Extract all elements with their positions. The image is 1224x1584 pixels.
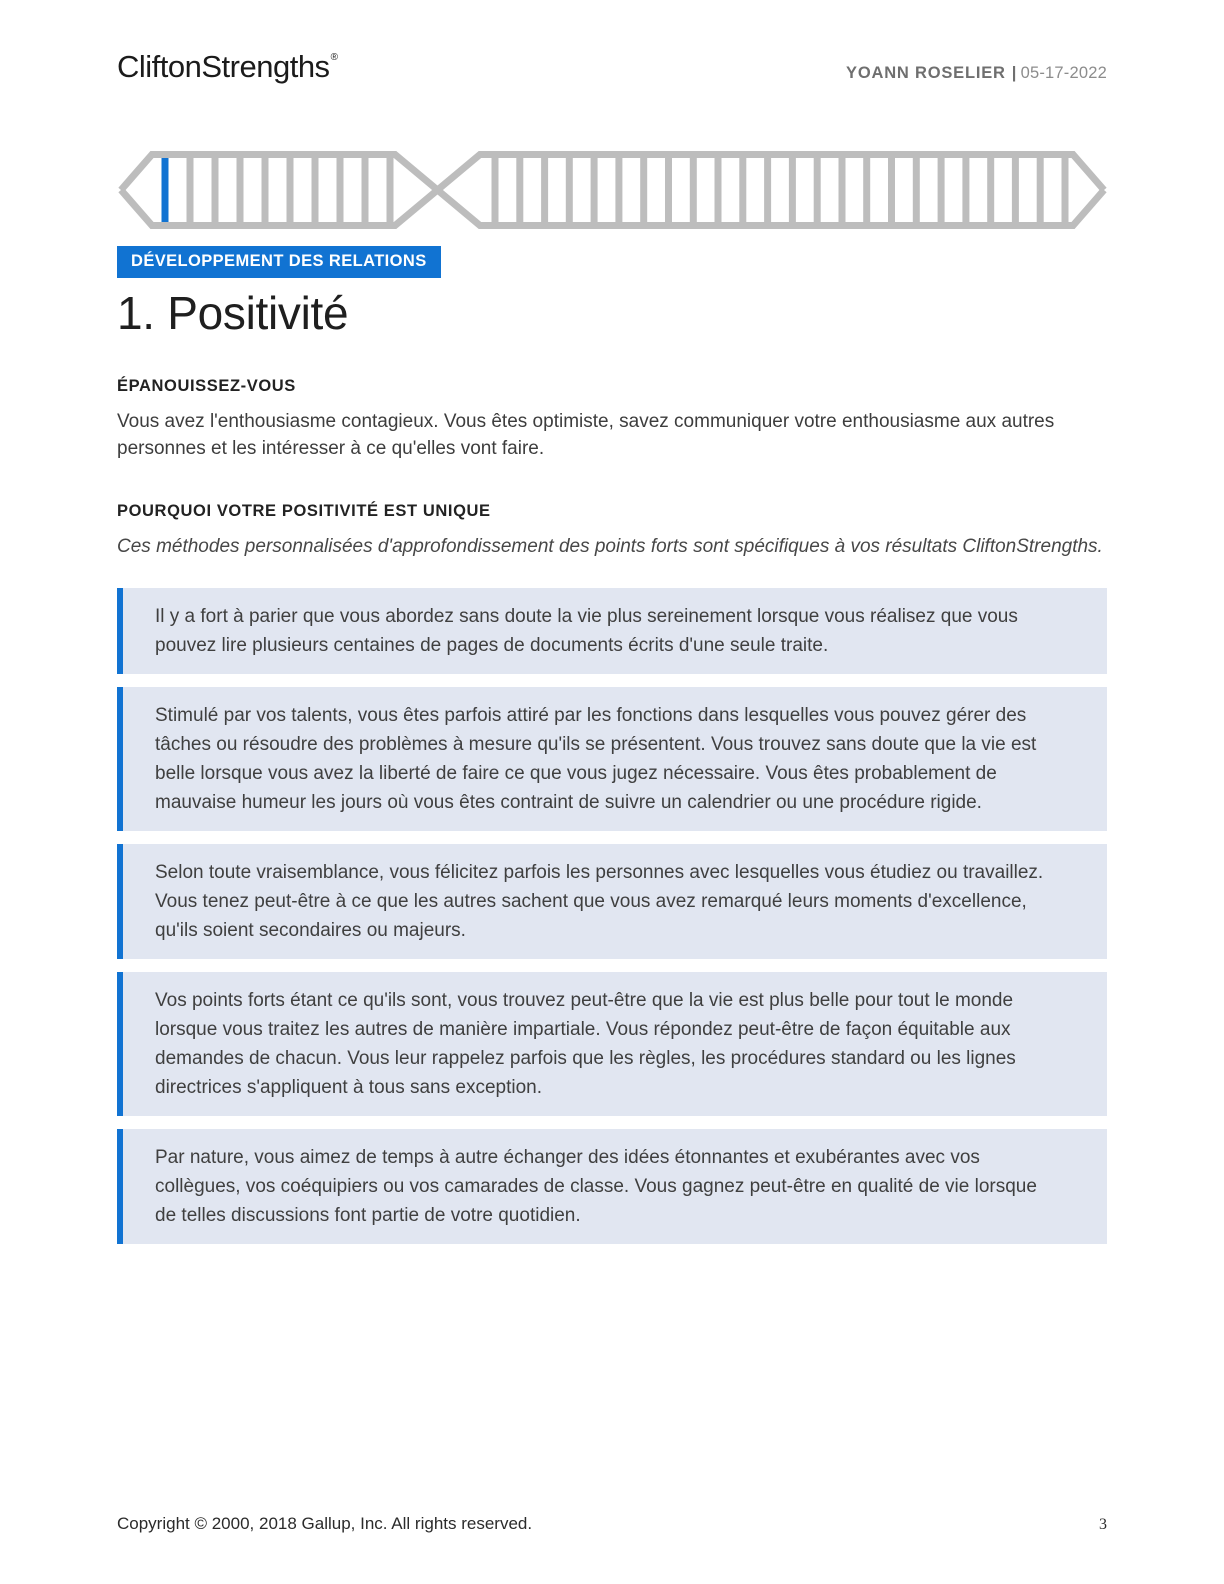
insight-box <box>117 844 1107 959</box>
cliftonstrengths-logo <box>117 50 336 84</box>
page-number: 3 <box>1099 1516 1107 1533</box>
header-separator: | <box>1011 64 1017 82</box>
insight-text: Selon toute vraisemblance, vous félicitez parfois les personnes avec lesquelles vous étudiez ou travaillez. Vous tenez peut-être à ce que les autres sachent que vous avez remarqué leurs moments d'excellence, qu'ils soient secondaires ou majeurs. <box>155 862 1044 942</box>
report-date: 05-17-2022 <box>1020 64 1107 82</box>
logo-text: CliftonStrengths <box>117 49 330 84</box>
insight-text: Par nature, vous aimez de temps à autre échanger des idées étonnantes et exubérantes avec vos collègues, vos coéquipiers ou vos camarades de classe. Vous gagnez peut-être en qualité de vie lorsque de telles discussions font partie de votre quotidien. <box>155 1147 1037 1227</box>
section-heading-epanouissez: ÉPANOUISSEZ-VOUS <box>117 377 296 396</box>
section-heading-unique: POURQUOI VOTRE POSITIVITÉ EST UNIQUE <box>117 502 491 521</box>
category-badge-row <box>117 246 1107 278</box>
registered-trademark-mark: ® <box>330 52 338 63</box>
insight-text: Il y a fort à parier que vous abordez sans doute la vie plus sereinement lorsque vous réalisez que vous pouvez lire plusieurs centaines de pages de documents écrits d'une seule traite. <box>155 606 1018 657</box>
dna-strand-graphic <box>117 146 1107 234</box>
insight-text: Vos points forts étant ce qu'ils sont, vous trouvez peut-être que la vie est plus belle pour tout le monde lorsque vous traitez les autres de manière impartiale. Vous répondez peut-être de façon équitable aux demandes de chacun. Vous leur rappelez parfois que les règles, les procédures standard ou les lignes directrices s'appliquent à tous sans exception. <box>155 990 1016 1099</box>
dna-bars <box>162 158 1069 222</box>
page-header <box>0 0 1224 84</box>
header-user-date <box>846 64 1107 83</box>
insight-text: Stimulé par vos talents, vous êtes parfois attiré par les fonctions dans lesquelles vous pouvez gérer des tâches ou résoudre des problèmes à mesure qu'ils se présentent. Vous trouvez sans doute que la vie est belle lorsque vous avez la liberté de faire ce que vous jugez nécessaire. Vous êtes probablement de mauvaise humeur les jours où vous êtes contraint de suivre un calendrier ou une procédure rigide. <box>155 705 1037 814</box>
insight-box <box>117 1129 1107 1244</box>
section-body-epanouissez: Vous avez l'enthousiasme contagieux. Vous êtes optimiste, savez communiquer votre enthousiasme aux autres personnes et les intéresser à ce qu'elles vont faire. <box>117 411 1055 460</box>
insight-box <box>117 588 1107 674</box>
insight-box <box>117 687 1107 831</box>
page-title: 1. Positivité <box>117 287 349 340</box>
page-footer <box>117 1514 1107 1534</box>
user-name: YOANN ROSELIER <box>846 64 1006 82</box>
section-body-unique: Ces méthodes personnalisées d'approfondissement des points forts sont spécifiques à vos résultats CliftonStrengths. <box>117 536 1103 558</box>
domain-badge: DÉVELOPPEMENT DES RELATIONS <box>117 246 441 278</box>
copyright-text: Copyright © 2000, 2018 Gallup, Inc. All rights reserved. <box>117 1514 533 1533</box>
insight-box-list <box>117 588 1107 1244</box>
insight-box <box>117 972 1107 1116</box>
dna-strand-svg <box>117 146 1107 234</box>
